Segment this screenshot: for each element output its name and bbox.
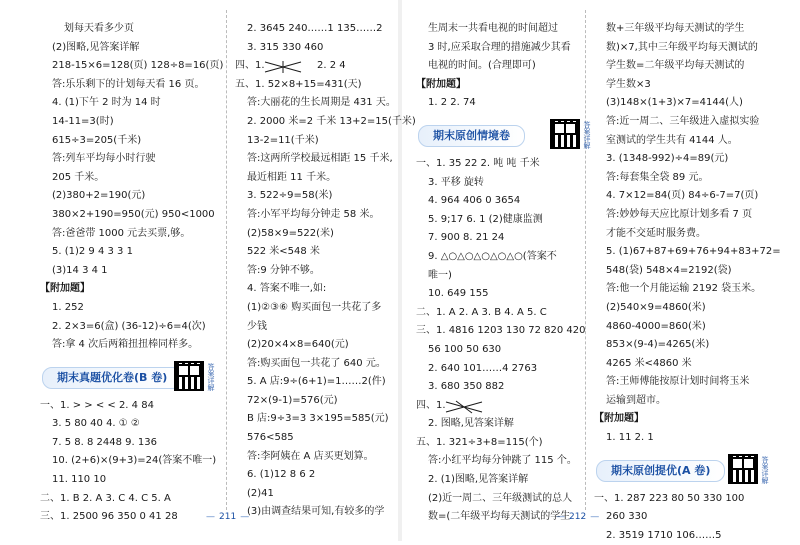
- text-line: (2)41: [247, 487, 274, 499]
- text-line: 答:拿 4 次后两箱扭扭棒同样多。: [52, 339, 199, 351]
- text-line: 电视的时间。(合理即可): [428, 60, 536, 72]
- text-line: 9. △○△○△○△○△○(答案不: [428, 250, 557, 262]
- text-line: 二、1. A 2. A 3. B 4. A 5. C: [416, 306, 547, 318]
- text-line: 7. 900 8. 21 24: [428, 232, 505, 244]
- text-line: 答:这两所学校最远相距 15 千米,: [247, 153, 393, 165]
- text-line: 答:每套集全袋 89 元。: [606, 171, 709, 183]
- page-number-right: — 212 —: [552, 512, 603, 522]
- text-line: 答:妙妙每天应比原计划多看 7 页: [606, 208, 753, 220]
- text-line: 3. 680 350 882: [428, 381, 505, 393]
- text-line: 答:9 分钟不够。: [247, 264, 320, 276]
- bonus-heading: 【附加题】: [594, 413, 644, 425]
- text-line: 1. 252: [52, 301, 84, 313]
- text-line: 576<585: [247, 432, 294, 444]
- text-line: 4860-4000=860(米): [606, 320, 706, 332]
- text-line: B 店:9÷3=3 3×195=585(元): [247, 413, 389, 425]
- section-banner: [596, 454, 772, 486]
- text-line: 答:小军平均每分钟走 58 米。: [247, 208, 380, 220]
- text-line: 学生数×3: [606, 78, 651, 90]
- text-line: 答:购买面包一共花了 640 元。: [247, 357, 386, 369]
- answer-column-1: [38, 20, 228, 527]
- text-line: 2. 3519 1710 106……5: [606, 529, 722, 541]
- text-line: 2. 2000 米=2 千米 13+2=15(千米): [247, 115, 416, 127]
- text-line: 答:乐乐剩下的计划每天看 16 页。: [52, 78, 205, 90]
- text-line: 13-2=11(千米): [247, 134, 319, 146]
- text-line: 答:列车平均每小时行驶: [52, 153, 156, 165]
- text-line: 一、1. 287 223 80 50 330 100: [594, 492, 745, 504]
- text-line: 3. 平移 旋转: [428, 176, 484, 188]
- text-line: 答:李阿姨在 A 店买更划算。: [247, 450, 374, 462]
- qr-label: 答案详解: [761, 455, 769, 484]
- matching-line: [233, 57, 423, 76]
- text-line: (2)图略,见答案详解: [52, 41, 140, 53]
- section-banner: [418, 119, 594, 151]
- bonus-heading: 【附加题】: [416, 78, 466, 90]
- text-line: 数+三年级平均每天测试的学生: [606, 23, 745, 34]
- qr-code-icon[interactable]: [174, 361, 204, 391]
- qr-label: 答案详解: [207, 362, 215, 391]
- text-line: 1. 11 2. 1: [606, 432, 654, 444]
- answer-column-4: [592, 20, 782, 545]
- text-line: 615÷3=205(千米): [52, 134, 142, 146]
- answer-column-3: [414, 20, 604, 527]
- qr-code-icon[interactable]: [728, 454, 758, 484]
- text-line: 一、1. > > < < 2. 4 84: [40, 399, 154, 411]
- text-line: 答:他一个月能运输 2192 袋玉米。: [606, 283, 762, 295]
- text-line: 6. (1)12 8 6 2: [247, 469, 316, 481]
- text-line: (2)20×4×8=640(元): [247, 339, 349, 351]
- text-line: 最近相距 11 千米。: [247, 171, 337, 183]
- text-line: 三、1. 2500 96 350 0 41 28: [40, 511, 178, 523]
- matching-lines-diagram: [444, 400, 484, 414]
- text-line: 2. (1)图略,见答案详解: [428, 474, 529, 486]
- text-line: 3 时,应采取合理的措施减少其看: [428, 41, 571, 53]
- text-line: 522 米<548 米: [247, 246, 320, 258]
- text-line: 一、1. 35 22 2. 吨 吨 千米: [416, 157, 540, 169]
- qr-code-icon[interactable]: [550, 119, 580, 149]
- text-line: 4. (1)下午 2 时为 14 时: [52, 97, 161, 109]
- text-line: 答:大丽花的生长周期是 431 天。: [247, 97, 396, 109]
- text-line: (1)②③⑥ 购买面包一共花了多: [247, 301, 382, 313]
- text-line: 2. 2×3=6(盒) (36-12)÷6=4(次): [52, 320, 206, 332]
- text-line: (2)58×9=522(米): [247, 227, 334, 239]
- text-line: 11. 110 10: [52, 474, 107, 486]
- text-line: 4265 米<4860 米: [606, 357, 692, 369]
- text-line: 218-15×6=128(页) 128÷8=16(页): [52, 60, 224, 72]
- text-line: 生周末一共看电视的时间超过: [428, 23, 558, 34]
- text-line: 划每天看多少页: [64, 23, 134, 34]
- answer-column-2: [233, 20, 423, 522]
- text-line: 7. 5 8. 8 2448 9. 136: [52, 436, 157, 448]
- text-line: 答:王师傅能按原计划时间将玉米: [606, 376, 750, 388]
- text-line: 3. 522÷9=58(米): [247, 190, 333, 202]
- text-line: 205 千米。: [52, 171, 105, 183]
- section-title: 期末真题优化卷(B 卷): [42, 367, 182, 389]
- text-line: 2. 640 101……4 2763: [428, 362, 538, 374]
- text-line: (2)540×9=4860(米): [606, 301, 706, 313]
- text-line: (3)14 3 4 1: [52, 264, 108, 276]
- text-line: 5. (1)67+87+69+76+94+83+72=: [606, 246, 781, 258]
- text-line: 5. (1)2 9 4 3 3 1: [52, 246, 133, 258]
- text-line: 答:小红平均每分钟跳了 115 个。: [428, 455, 577, 467]
- text-line: 数=(二年级平均每天测试的学生: [428, 511, 571, 523]
- text-line: 2. 图略,见答案详解: [428, 418, 514, 430]
- text-line: 才能不交延时服务费。: [606, 227, 706, 239]
- text-line: 答:爸爸带 1000 元去买票,够。: [52, 227, 191, 239]
- section-title: 期末原创提优(A 卷): [596, 460, 725, 482]
- text-line: 1. 2 2. 74: [428, 97, 476, 109]
- text-line: 运输到超市。: [606, 394, 666, 406]
- section-title: 期末原创情境卷: [418, 125, 525, 147]
- text-line: 10. 649 155: [428, 288, 489, 300]
- text-line: 3. 315 330 460: [247, 41, 324, 53]
- text-suffix: 2. 2 4: [317, 60, 346, 72]
- bonus-heading: 【附加题】: [40, 283, 90, 295]
- text-line: 10. (2+6)×(9+3)=24(答案不唯一): [52, 455, 217, 467]
- text-line: 4. 964 406 0 3654: [428, 195, 521, 207]
- qr-label: 答案详解: [583, 120, 591, 149]
- text-line: 853×(9-4)=4265(米): [606, 339, 710, 351]
- text-line: 数)×7,其中三年级平均每天测试的: [606, 41, 758, 53]
- text-line: (2)近一周二、三年级测试的总人: [428, 492, 573, 504]
- text-line: 二、1. B 2. A 3. C 4. C 5. A: [40, 492, 171, 504]
- text-line: 答:近一周二、三年级进入虚拟实验: [606, 115, 760, 127]
- text-line: 室测试的学生共有 4144 人。: [606, 134, 738, 146]
- text-line: (3)由调查结果可知,有较多的学: [247, 506, 385, 518]
- matching-lines-diagram: [263, 60, 303, 74]
- text-line: 五、1. 321÷3+8=115(个): [416, 436, 543, 448]
- text-line: 548(袋) 548×4=2192(袋): [606, 264, 732, 276]
- text-line: 5. A 店:9÷(6+1)=1……2(件): [247, 376, 386, 388]
- text-line: 三、1. 4816 1203 130 72 820 420: [416, 325, 586, 337]
- page-number-left: — 211 —: [202, 512, 253, 522]
- text-line: 唯一): [428, 269, 452, 281]
- text-prefix: 四、1.: [416, 399, 446, 411]
- matching-line: [414, 397, 604, 416]
- section-banner: [42, 361, 218, 393]
- text-line: 260 330: [606, 511, 648, 523]
- text-line: 5. 9;17 6. 1 (2)健康监测: [428, 213, 543, 225]
- text-prefix: 四、1.: [235, 60, 265, 72]
- text-line: 56 100 50 630: [428, 343, 502, 355]
- text-line: (3)148×(1+3)×7=4144(人): [606, 97, 743, 109]
- text-line: 3. (1348-992)÷4=89(元): [606, 153, 729, 165]
- text-line: 3. 5 80 40 4. ① ②: [52, 418, 140, 430]
- text-line: 2. 3645 240……1 135……2: [247, 23, 383, 34]
- text-line: 五、1. 52×8+15=431(天): [235, 78, 362, 90]
- text-line: 4. 7×12=84(页) 84÷6-7=7(页): [606, 190, 759, 202]
- text-line: 少钱: [247, 320, 267, 332]
- text-line: 4. 答案不唯一,如:: [247, 283, 327, 295]
- text-line: 学生数=二年级平均每天测试的: [606, 60, 745, 72]
- text-line: 380×2+190=950(元) 950<1000: [52, 208, 215, 220]
- text-line: 72×(9-1)=576(元): [247, 394, 338, 406]
- text-line: (2)380+2=190(元): [52, 190, 146, 202]
- text-line: 14-11=3(时): [52, 115, 114, 127]
